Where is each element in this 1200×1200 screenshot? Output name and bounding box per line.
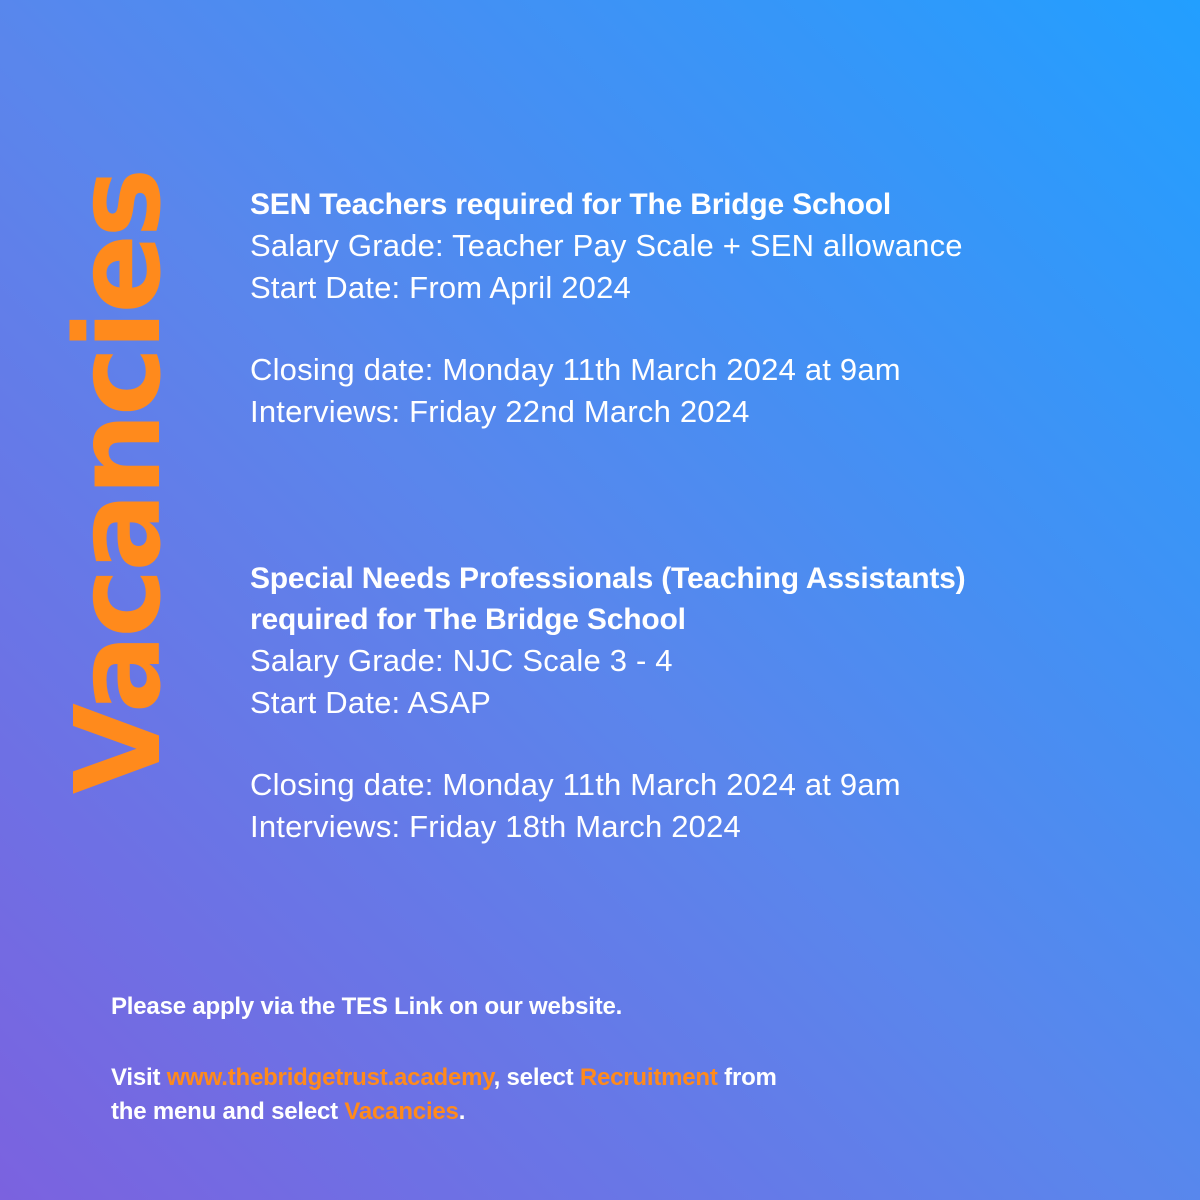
visit-instructions-line-2 (111, 1095, 1011, 1129)
vacancies-highlight: Vacancies (344, 1098, 459, 1125)
menu-prefix: the menu and select (111, 1098, 345, 1125)
spacer (250, 308, 1110, 349)
recruitment-highlight: Recruitment (579, 1064, 718, 1091)
start-date: Start Date: ASAP (250, 684, 491, 720)
job-title-line-1: Special Needs Professionals (Teaching Assistants) (250, 562, 966, 595)
job-title: SEN Teachers required for The Bridge School (250, 188, 891, 221)
salary-grade: Salary Grade: NJC Scale 3 - 4 (250, 643, 673, 678)
salary-grade: Salary Grade: Teacher Pay Scale + SEN allowance (250, 228, 963, 263)
closing-date: Closing date: Monday 11th March 2024 at 9am (250, 767, 901, 802)
visit-instructions (111, 1061, 1011, 1129)
interview-date: Interviews: Friday 18th March 2024 (250, 808, 741, 844)
vacancies-heading: Vacancies (49, 171, 187, 794)
menu-suffix: . (458, 1098, 466, 1125)
apply-instructions: Please apply via the TES Link on our website. (111, 993, 623, 1020)
vacancies-heading-container (49, 171, 187, 794)
job-listing-sen-teachers (250, 184, 1110, 432)
job-title-line-2: required for The Bridge School (250, 603, 686, 636)
interview-date: Interviews: Friday 22nd March 2024 (250, 393, 750, 429)
visit-middle: , select (493, 1064, 580, 1091)
website-link[interactable]: www.thebridgetrust.academy (166, 1064, 494, 1091)
spacer (250, 723, 1110, 764)
job-listing-teaching-assistants (250, 558, 1110, 847)
visit-instructions-line-1 (111, 1061, 1011, 1095)
visit-end: from (717, 1064, 777, 1091)
visit-prefix: Visit (111, 1064, 167, 1091)
start-date: Start Date: From April 2024 (250, 269, 632, 305)
closing-date: Closing date: Monday 11th March 2024 at 9am (250, 352, 901, 387)
